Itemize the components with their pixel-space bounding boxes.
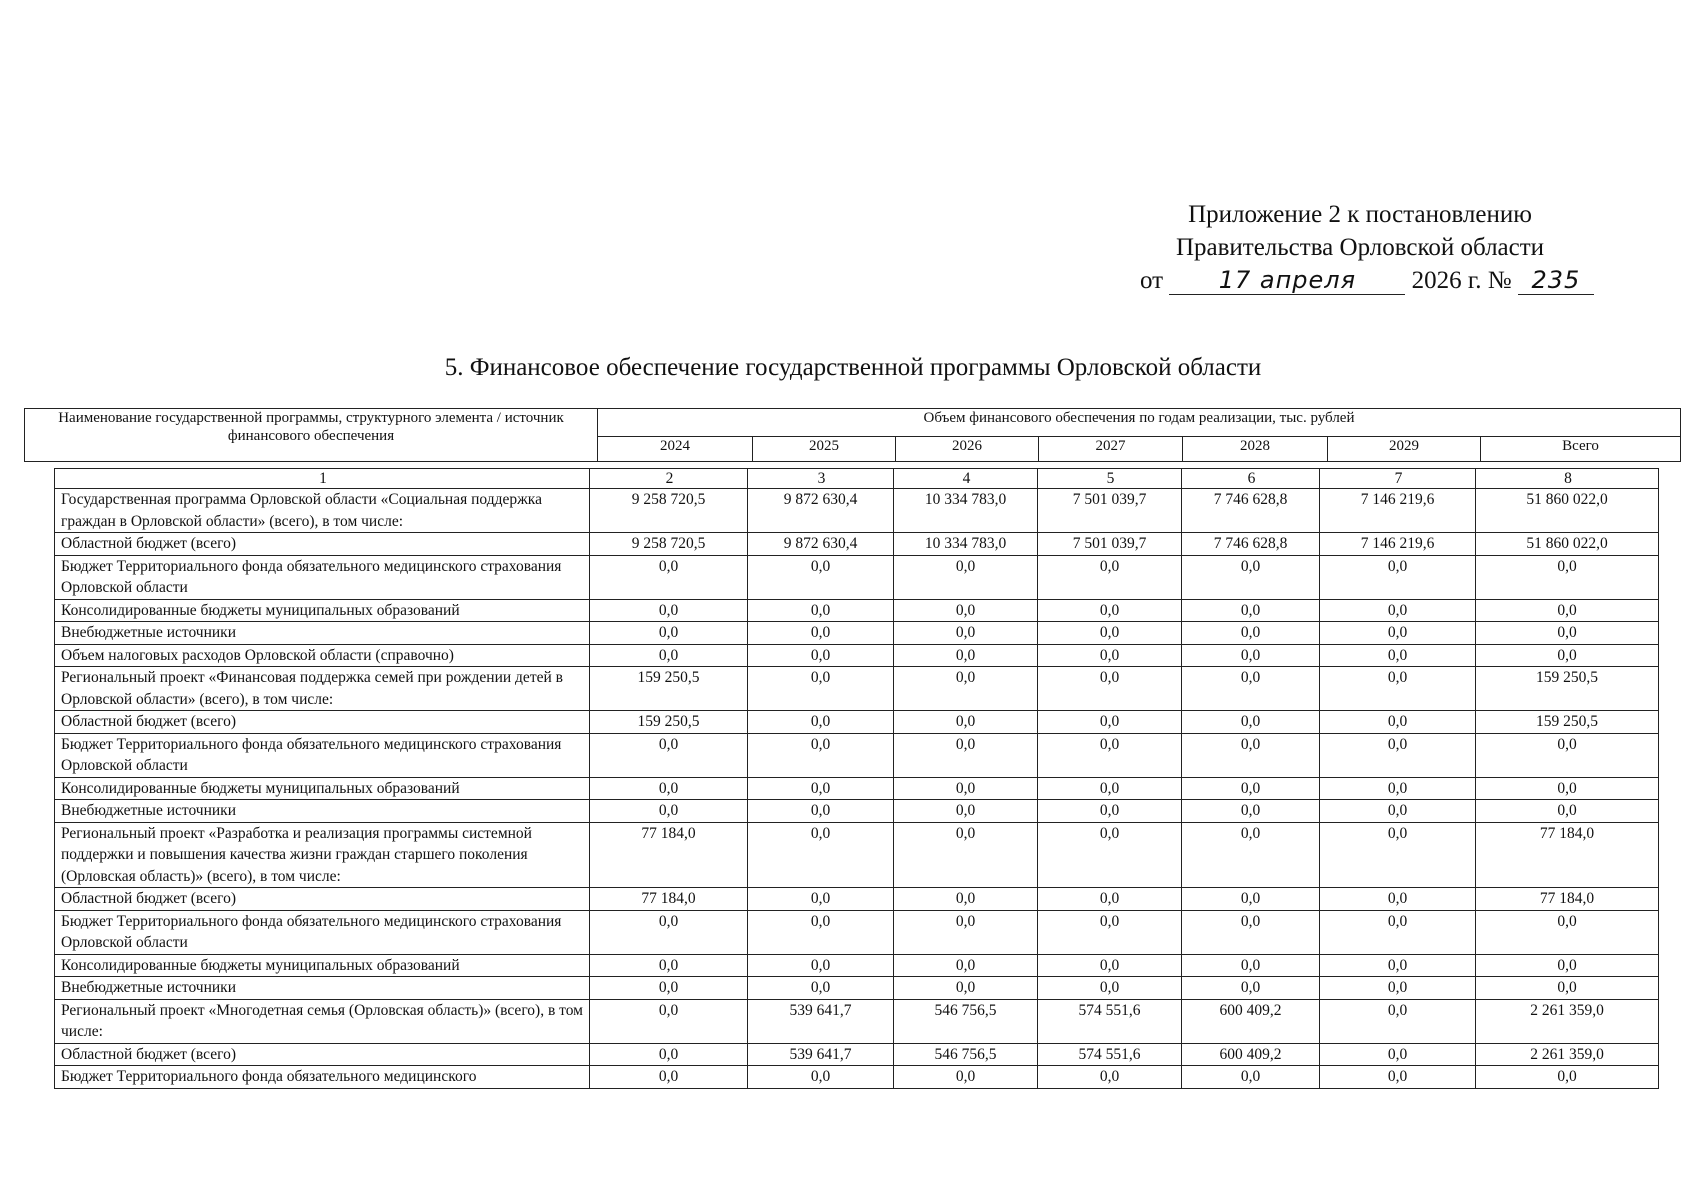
value-cell: 0,0 bbox=[1182, 954, 1320, 977]
value-cell: 0,0 bbox=[748, 954, 894, 977]
value-cell: 0,0 bbox=[1476, 555, 1659, 599]
value-cell: 0,0 bbox=[1320, 555, 1476, 599]
value-cell: 0,0 bbox=[1182, 733, 1320, 777]
value-cell: 0,0 bbox=[1476, 733, 1659, 777]
table-row bbox=[55, 622, 1659, 645]
value-cell: 0,0 bbox=[894, 910, 1038, 954]
value-cell: 0,0 bbox=[748, 888, 894, 911]
value-cell: 0,0 bbox=[894, 777, 1038, 800]
row-name-cell: Региональный проект «Многодетная семья (Орловская область)» (всего), в том числе: bbox=[55, 999, 590, 1043]
value-cell: 77 184,0 bbox=[1476, 822, 1659, 888]
value-cell: 0,0 bbox=[1038, 910, 1182, 954]
value-cell: 0,0 bbox=[1182, 599, 1320, 622]
value-cell: 159 250,5 bbox=[1476, 711, 1659, 734]
value-cell: 7 501 039,7 bbox=[1038, 533, 1182, 556]
value-cell: 0,0 bbox=[1182, 711, 1320, 734]
column-number-cell: 3 bbox=[748, 469, 894, 489]
value-cell: 0,0 bbox=[748, 711, 894, 734]
value-cell: 0,0 bbox=[894, 822, 1038, 888]
value-cell: 9 258 720,5 bbox=[590, 533, 748, 556]
value-cell: 0,0 bbox=[894, 644, 1038, 667]
value-cell: 0,0 bbox=[590, 800, 748, 823]
row-name-cell: Внебюджетные источники bbox=[55, 800, 590, 823]
value-cell: 0,0 bbox=[1182, 822, 1320, 888]
row-name-cell: Внебюджетные источники bbox=[55, 977, 590, 1000]
value-cell: 0,0 bbox=[1038, 622, 1182, 645]
value-cell: 0,0 bbox=[1320, 910, 1476, 954]
value-cell: 0,0 bbox=[1182, 777, 1320, 800]
value-cell: 77 184,0 bbox=[1476, 888, 1659, 911]
column-number-cell: 6 bbox=[1182, 469, 1320, 489]
row-name-cell: Консолидированные бюджеты муниципальных образований bbox=[55, 777, 590, 800]
value-cell: 574 551,6 bbox=[1038, 1043, 1182, 1066]
value-cell: 0,0 bbox=[748, 1066, 894, 1089]
table-row bbox=[55, 1066, 1659, 1089]
value-cell: 0,0 bbox=[748, 910, 894, 954]
value-cell: 546 756,5 bbox=[894, 1043, 1038, 1066]
value-cell: 0,0 bbox=[894, 711, 1038, 734]
finance-table bbox=[54, 468, 1659, 1089]
column-number-cell: 7 bbox=[1320, 469, 1476, 489]
value-cell: 0,0 bbox=[748, 977, 894, 1000]
value-cell: 0,0 bbox=[1476, 644, 1659, 667]
column-number-cell: 5 bbox=[1038, 469, 1182, 489]
value-cell: 51 860 022,0 bbox=[1476, 533, 1659, 556]
value-cell: 0,0 bbox=[1320, 644, 1476, 667]
value-cell: 0,0 bbox=[748, 644, 894, 667]
row-name-cell: Региональный проект «Разработка и реализация программы системной поддержки и повышения качества жизни граждан старшего поколения (Орловская область)» (всего), в том числе: bbox=[55, 822, 590, 888]
value-cell: 0,0 bbox=[894, 622, 1038, 645]
value-cell: 0,0 bbox=[1320, 599, 1476, 622]
table-row bbox=[55, 999, 1659, 1043]
value-cell: 0,0 bbox=[894, 599, 1038, 622]
table-row bbox=[55, 555, 1659, 599]
header-year-cell: 2026 bbox=[896, 437, 1039, 462]
value-cell: 0,0 bbox=[590, 1066, 748, 1089]
header-name-column: Наименование государственной программы, структурного элемента / источник финансового обеспечения bbox=[25, 409, 598, 462]
value-cell: 0,0 bbox=[1182, 1066, 1320, 1089]
value-cell: 0,0 bbox=[1182, 622, 1320, 645]
table-row bbox=[55, 977, 1659, 1000]
value-cell: 0,0 bbox=[1182, 555, 1320, 599]
table-row bbox=[55, 599, 1659, 622]
value-cell: 7 501 039,7 bbox=[1038, 489, 1182, 533]
header-year-cell: Всего bbox=[1481, 437, 1681, 462]
value-cell: 0,0 bbox=[590, 954, 748, 977]
value-cell: 0,0 bbox=[1476, 777, 1659, 800]
value-cell: 0,0 bbox=[590, 1043, 748, 1066]
value-cell: 0,0 bbox=[894, 667, 1038, 711]
row-name-cell: Бюджет Территориального фонда обязательного медицинского страхования Орловской области bbox=[55, 555, 590, 599]
value-cell: 0,0 bbox=[1476, 910, 1659, 954]
value-cell: 0,0 bbox=[748, 555, 894, 599]
year-label: 2026 г. № bbox=[1411, 267, 1512, 294]
table-row bbox=[55, 644, 1659, 667]
value-cell: 0,0 bbox=[1320, 999, 1476, 1043]
appendix-line-3 bbox=[1100, 264, 1620, 297]
value-cell: 0,0 bbox=[1476, 599, 1659, 622]
value-cell: 0,0 bbox=[894, 888, 1038, 911]
value-cell: 0,0 bbox=[1476, 977, 1659, 1000]
value-cell: 0,0 bbox=[1320, 1066, 1476, 1089]
value-cell: 0,0 bbox=[1038, 711, 1182, 734]
value-cell: 0,0 bbox=[1476, 622, 1659, 645]
value-cell: 0,0 bbox=[1320, 977, 1476, 1000]
value-cell: 0,0 bbox=[1038, 977, 1182, 1000]
value-cell: 10 334 783,0 bbox=[894, 533, 1038, 556]
value-cell: 0,0 bbox=[1182, 800, 1320, 823]
value-cell: 0,0 bbox=[1320, 733, 1476, 777]
handwritten-number: 235 bbox=[1531, 266, 1581, 294]
value-cell: 539 641,7 bbox=[748, 1043, 894, 1066]
row-name-cell: Консолидированные бюджеты муниципальных образований bbox=[55, 599, 590, 622]
value-cell: 0,0 bbox=[590, 910, 748, 954]
value-cell: 0,0 bbox=[1182, 910, 1320, 954]
value-cell: 51 860 022,0 bbox=[1476, 489, 1659, 533]
table-row bbox=[55, 888, 1659, 911]
table-row bbox=[55, 533, 1659, 556]
row-name-cell: Консолидированные бюджеты муниципальных образований bbox=[55, 954, 590, 977]
value-cell: 0,0 bbox=[1182, 667, 1320, 711]
value-cell: 0,0 bbox=[590, 644, 748, 667]
value-cell: 0,0 bbox=[1038, 888, 1182, 911]
value-cell: 0,0 bbox=[1320, 622, 1476, 645]
table-row bbox=[55, 954, 1659, 977]
header-year-cell: 2028 bbox=[1183, 437, 1328, 462]
value-cell: 10 334 783,0 bbox=[894, 489, 1038, 533]
table-row bbox=[55, 800, 1659, 823]
row-name-cell: Областной бюджет (всего) bbox=[55, 533, 590, 556]
header-year-cell: 2027 bbox=[1039, 437, 1183, 462]
value-cell: 9 258 720,5 bbox=[590, 489, 748, 533]
row-name-cell: Региональный проект «Финансовая поддержка семей при рождении детей в Орловской области» (всего), в том числе: bbox=[55, 667, 590, 711]
table-row bbox=[55, 489, 1659, 533]
value-cell: 0,0 bbox=[1476, 954, 1659, 977]
value-cell: 7 746 628,8 bbox=[1182, 533, 1320, 556]
table-header bbox=[24, 408, 1681, 462]
value-cell: 546 756,5 bbox=[894, 999, 1038, 1043]
value-cell: 0,0 bbox=[1476, 800, 1659, 823]
value-cell: 7 146 219,6 bbox=[1320, 489, 1476, 533]
value-cell: 0,0 bbox=[1476, 1066, 1659, 1089]
value-cell: 0,0 bbox=[1038, 555, 1182, 599]
row-name-cell: Объем налоговых расходов Орловской области (справочно) bbox=[55, 644, 590, 667]
document-title: 5. Финансовое обеспечение государственной программы Орловской области bbox=[444, 354, 1262, 381]
date-prefix: от bbox=[1140, 267, 1164, 294]
value-cell: 0,0 bbox=[1038, 644, 1182, 667]
value-cell: 574 551,6 bbox=[1038, 999, 1182, 1043]
row-name-cell: Областной бюджет (всего) bbox=[55, 1043, 590, 1066]
value-cell: 0,0 bbox=[748, 800, 894, 823]
header-year-cell: 2024 bbox=[598, 437, 753, 462]
handwritten-date: 17 апреля bbox=[1218, 266, 1357, 294]
row-name-cell: Бюджет Территориального фонда обязательного медицинского bbox=[55, 1066, 590, 1089]
value-cell: 0,0 bbox=[590, 599, 748, 622]
value-cell: 0,0 bbox=[748, 599, 894, 622]
value-cell: 0,0 bbox=[1038, 954, 1182, 977]
table-row bbox=[55, 733, 1659, 777]
value-cell: 0,0 bbox=[1182, 977, 1320, 1000]
value-cell: 77 184,0 bbox=[590, 822, 748, 888]
value-cell: 539 641,7 bbox=[748, 999, 894, 1043]
column-number-cell: 8 bbox=[1476, 469, 1659, 489]
value-cell: 0,0 bbox=[894, 977, 1038, 1000]
value-cell: 0,0 bbox=[1320, 954, 1476, 977]
value-cell: 0,0 bbox=[1320, 667, 1476, 711]
number-field bbox=[1518, 267, 1594, 295]
value-cell: 0,0 bbox=[748, 733, 894, 777]
value-cell: 9 872 630,4 bbox=[748, 533, 894, 556]
appendix-block bbox=[1100, 198, 1620, 297]
value-cell: 0,0 bbox=[1182, 644, 1320, 667]
header-year-cell: 2029 bbox=[1328, 437, 1481, 462]
value-cell: 0,0 bbox=[590, 999, 748, 1043]
value-cell: 159 250,5 bbox=[590, 711, 748, 734]
column-number-cell: 2 bbox=[590, 469, 748, 489]
value-cell: 0,0 bbox=[1038, 822, 1182, 888]
row-name-cell: Областной бюджет (всего) bbox=[55, 711, 590, 734]
table-row bbox=[55, 667, 1659, 711]
row-name-cell: Государственная программа Орловской области «Социальная поддержка граждан в Орловской области» (всего), в том числе: bbox=[55, 489, 590, 533]
value-cell: 2 261 359,0 bbox=[1476, 999, 1659, 1043]
value-cell: 0,0 bbox=[590, 555, 748, 599]
value-cell: 9 872 630,4 bbox=[748, 489, 894, 533]
column-number-cell: 4 bbox=[894, 469, 1038, 489]
value-cell: 0,0 bbox=[590, 622, 748, 645]
value-cell: 0,0 bbox=[1038, 1066, 1182, 1089]
value-cell: 0,0 bbox=[894, 1066, 1038, 1089]
value-cell: 0,0 bbox=[1038, 599, 1182, 622]
row-name-cell: Внебюджетные источники bbox=[55, 622, 590, 645]
value-cell: 0,0 bbox=[590, 733, 748, 777]
value-cell: 0,0 bbox=[590, 977, 748, 1000]
value-cell: 600 409,2 bbox=[1182, 1043, 1320, 1066]
row-name-cell: Бюджет Территориального фонда обязательного медицинского страхования Орловской области bbox=[55, 733, 590, 777]
value-cell: 600 409,2 bbox=[1182, 999, 1320, 1043]
value-cell: 0,0 bbox=[748, 822, 894, 888]
table-row bbox=[55, 711, 1659, 734]
value-cell: 159 250,5 bbox=[1476, 667, 1659, 711]
date-field bbox=[1169, 267, 1405, 295]
value-cell: 0,0 bbox=[748, 667, 894, 711]
value-cell: 0,0 bbox=[894, 733, 1038, 777]
table-row bbox=[55, 777, 1659, 800]
table-row bbox=[55, 1043, 1659, 1066]
value-cell: 0,0 bbox=[1320, 777, 1476, 800]
value-cell: 0,0 bbox=[1320, 1043, 1476, 1066]
value-cell: 7 746 628,8 bbox=[1182, 489, 1320, 533]
appendix-line-2: Правительства Орловской области bbox=[1175, 234, 1545, 261]
value-cell: 77 184,0 bbox=[590, 888, 748, 911]
value-cell: 0,0 bbox=[894, 555, 1038, 599]
value-cell: 0,0 bbox=[1038, 733, 1182, 777]
column-number-cell: 1 bbox=[55, 469, 590, 489]
value-cell: 0,0 bbox=[1320, 711, 1476, 734]
value-cell: 0,0 bbox=[748, 777, 894, 800]
value-cell: 0,0 bbox=[894, 954, 1038, 977]
value-cell: 0,0 bbox=[1038, 800, 1182, 823]
value-cell: 0,0 bbox=[748, 622, 894, 645]
header-year-cell: 2025 bbox=[753, 437, 896, 462]
column-number-row bbox=[55, 469, 1659, 489]
value-cell: 0,0 bbox=[894, 800, 1038, 823]
value-cell: 0,0 bbox=[1320, 822, 1476, 888]
value-cell: 0,0 bbox=[1320, 800, 1476, 823]
row-name-cell: Областной бюджет (всего) bbox=[55, 888, 590, 911]
appendix-line-1: Приложение 2 к постановлению bbox=[1188, 201, 1532, 228]
value-cell: 0,0 bbox=[1320, 888, 1476, 911]
header-volume-column: Объем финансового обеспечения по годам реализации, тыс. рублей bbox=[598, 409, 1681, 437]
value-cell: 7 146 219,6 bbox=[1320, 533, 1476, 556]
value-cell: 0,0 bbox=[1038, 667, 1182, 711]
value-cell: 159 250,5 bbox=[590, 667, 748, 711]
table-row bbox=[55, 910, 1659, 954]
value-cell: 0,0 bbox=[1038, 777, 1182, 800]
table-row bbox=[55, 822, 1659, 888]
row-name-cell: Бюджет Территориального фонда обязательного медицинского страхования Орловской области bbox=[55, 910, 590, 954]
value-cell: 2 261 359,0 bbox=[1476, 1043, 1659, 1066]
value-cell: 0,0 bbox=[1182, 888, 1320, 911]
value-cell: 0,0 bbox=[590, 777, 748, 800]
